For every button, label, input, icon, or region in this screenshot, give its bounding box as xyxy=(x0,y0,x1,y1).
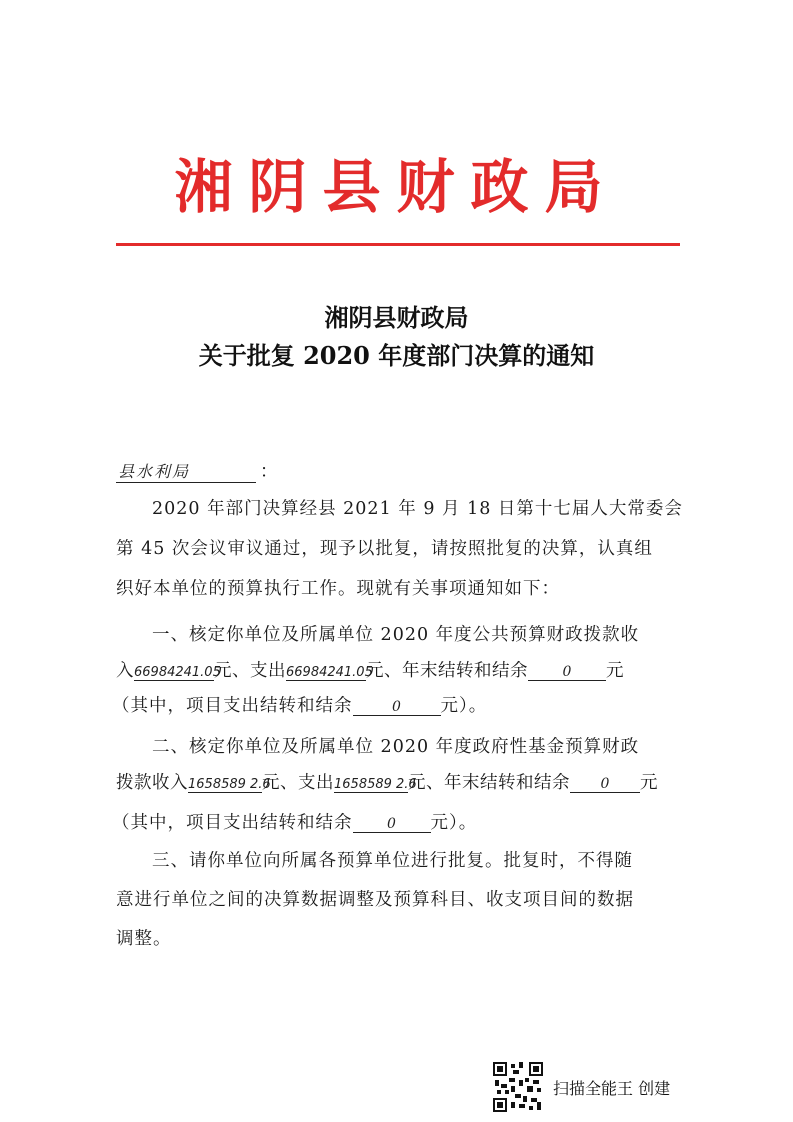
item2-line3: （其中，项目支出结转和结余 0 元）。 xyxy=(112,813,478,833)
para1-line1: 2020 年部门决算经县 2021 年 9 月 18 日第十七届人大常委会 xyxy=(152,499,683,519)
scanner-watermark-text: 扫描全能王 创建 xyxy=(553,1078,671,1098)
letterhead-red-rule xyxy=(116,243,680,246)
para1-line3: 织好本单位的预算执行工作。现就有关事项通知如下： xyxy=(116,579,560,599)
recipient-handwritten-name: 县水利局 xyxy=(116,459,256,483)
item3-line1: 三、请你单位向所属各预算单位进行批复。批复时，不得随 xyxy=(152,851,633,871)
document-title-line2: 关于批复 2020 年度部门决算的通知 xyxy=(198,341,595,370)
recipient xyxy=(116,458,278,484)
recipient-colon: ： xyxy=(260,462,278,482)
item2-project-carryover-field: 0 xyxy=(353,817,431,833)
document-title-line1: 湘阴县财政局 xyxy=(324,303,469,332)
item3-line2: 意进行单位之间的决算数据调整及预算科目、收支项目间的数据 xyxy=(116,890,634,910)
item1-line1: 一、核定你单位及所属单位 2020 年度公共预算财政拨款收 xyxy=(152,625,640,645)
item1-income-field: 66984241.05 xyxy=(134,665,221,680)
scanner-watermark xyxy=(493,1062,670,1112)
item2-carryover-field: 0 xyxy=(570,777,640,793)
item3-line3: 调整。 xyxy=(116,929,172,949)
qr-code-icon xyxy=(493,1062,543,1112)
item2-expense-field: 1658589 2.6 xyxy=(334,777,417,792)
item2-income-field: 1658589 2.6 xyxy=(188,777,271,792)
letterhead-title: 湘阴县财政局 xyxy=(174,153,619,221)
item2-line2: 拨款收入1658589 2.6元、支出1658589 2.6元、年末结转和结余 0 元 xyxy=(116,773,658,793)
item1-line2: 入66984241.05元、支出66984241.05元、年末结转和结余 0 元 xyxy=(116,661,624,681)
para1-line2: 第 45 次会议审议通过，现予以批复，请按照批复的决算，认真组 xyxy=(116,539,653,559)
item1-expense-field: 66984241.05 xyxy=(286,665,373,680)
item1-line3: （其中，项目支出结转和结余 0 元）。 xyxy=(112,696,488,716)
item1-project-carryover-field: 0 xyxy=(353,700,441,716)
item1-carryover-field: 0 xyxy=(528,665,606,681)
item2-line1: 二、核定你单位及所属单位 2020 年度政府性基金预算财政 xyxy=(152,737,640,757)
